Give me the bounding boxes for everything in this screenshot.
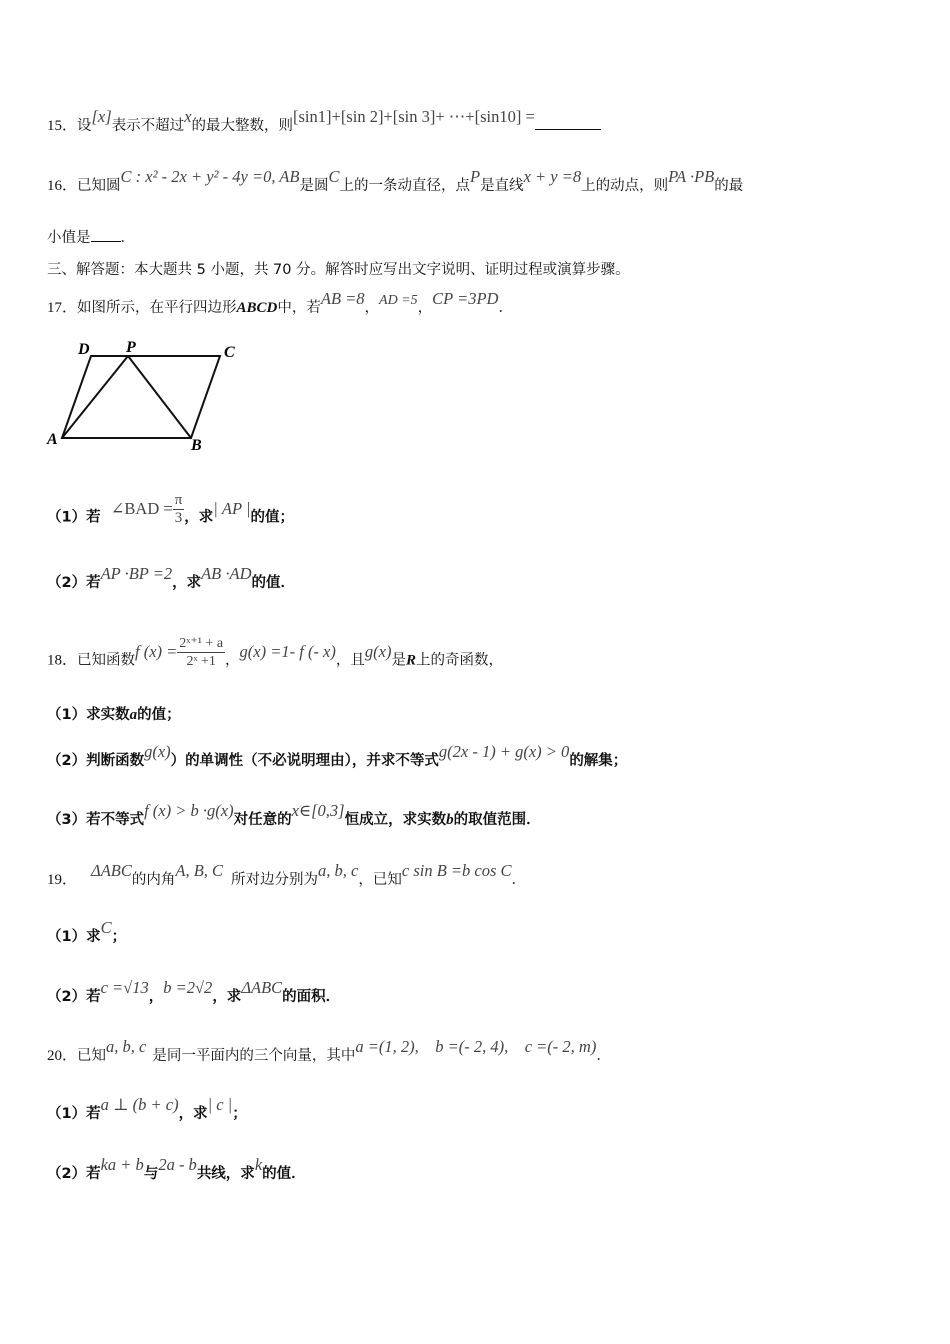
math-circle-equation: C : x² - 2x + y² - 4y =0, AB: [120, 167, 300, 186]
answer-blank: [91, 229, 121, 242]
question-number: 19．: [47, 872, 78, 888]
math-line-equation: x + y =8: [523, 167, 582, 186]
math-dot-product: PA ·PB: [668, 167, 715, 186]
parallelogram-figure: [44, 336, 254, 456]
question-15: 15．设[x]表示不超过x的最大整数，则[sin1]+[sin 2]+[sin 3]+ ⋯+[sin10] =: [47, 114, 601, 135]
label-d: D: [78, 341, 90, 358]
parallelogram-abcd: [62, 356, 220, 438]
section-heading: 三、解答题：本大题共 5 小题，共 70 分。解答时应写出文字说明、证明过程或演算步骤。: [47, 262, 630, 278]
math-floor-x: [x]: [91, 107, 112, 126]
question-17: 17．如图所示，在平行四边形ABCD中，若AB =8，AD =5，CP =3PD．: [47, 289, 513, 316]
question-20-part-2: （2）若ka + b与2a - b共线，求k的值．: [47, 1155, 306, 1182]
question-17-part-1: （1）若 ∠BAD = $\frac{\pi}{3}$ ，求| AP |的值；: [47, 492, 294, 526]
question-16: 16．已知圆C : x² - 2x + y² - 4y =0, AB是圆C上的一条动直径，点P是直线x + y =8上的动点，则PA ·PB的最: [47, 167, 744, 194]
question-number: 15．: [47, 118, 78, 134]
question-18-part-1: （1）求实数a的值；: [47, 707, 181, 723]
question-number: 20．: [47, 1048, 78, 1064]
question-number: 16．: [47, 178, 78, 194]
label-p: P: [126, 339, 136, 356]
question-18: 18．已知函数f (x) = $\frac{\text{2ˣ⁺¹ + a}}{\text{2ˣ +1}}$ ，g(x) =1- f (- x)，且g(x)是R上的奇函数，: [47, 636, 503, 669]
question-number: 18．: [47, 652, 78, 669]
question-20-part-1: （1）若a ⊥ (b + c)，求| c |；: [47, 1095, 247, 1122]
question-16-cont: 小值是 ．: [47, 230, 135, 246]
segment-bp: [128, 356, 191, 438]
segment-ap: [62, 356, 128, 438]
label-b: B: [191, 437, 202, 454]
fraction-pi-over-3: $\frac{\pi}{3}$: [174, 492, 183, 526]
question-19-part-2: （2）若c =√13，b =2√2，求ΔABC的面积．: [47, 978, 341, 1005]
question-19: 19． ΔABC的内角A, B, C 所对边分别为a, b, c，已知c sin B =b cos C．: [47, 861, 527, 888]
label-a: A: [47, 431, 58, 448]
question-17-part-2: （2）若AP ·BP =2，求AB ·AD的值．: [47, 564, 295, 591]
question-20: 20．已知a, b, c 是同一平面内的三个向量，其中a =(1, 2), b =(- 2, 4), c =(- 2, m)．: [47, 1037, 611, 1064]
question-19-part-1: （1）求C；: [47, 918, 127, 945]
fraction-f: $\frac{\text{2ˣ⁺¹ + a}}{\text{2ˣ +1}}$: [179, 636, 224, 669]
math-x: x: [184, 107, 192, 126]
question-18-part-2: （2）判断函数g(x)）的单调性（不必说明理由），并求不等式g(2x - 1) + g(x) > 0的解集；: [47, 742, 628, 769]
question-18-part-3: （3）若不等式f (x) > b ·g(x)对任意的x∈[0,3]恒成立，求实数b的取值范围．: [47, 801, 541, 828]
question-number: 17．: [47, 300, 78, 316]
label-c: C: [224, 344, 235, 361]
answer-blank: [535, 115, 601, 130]
math-floor-sum: [sin1]+[sin 2]+[sin 3]+ ⋯+[sin10] =: [293, 107, 535, 126]
